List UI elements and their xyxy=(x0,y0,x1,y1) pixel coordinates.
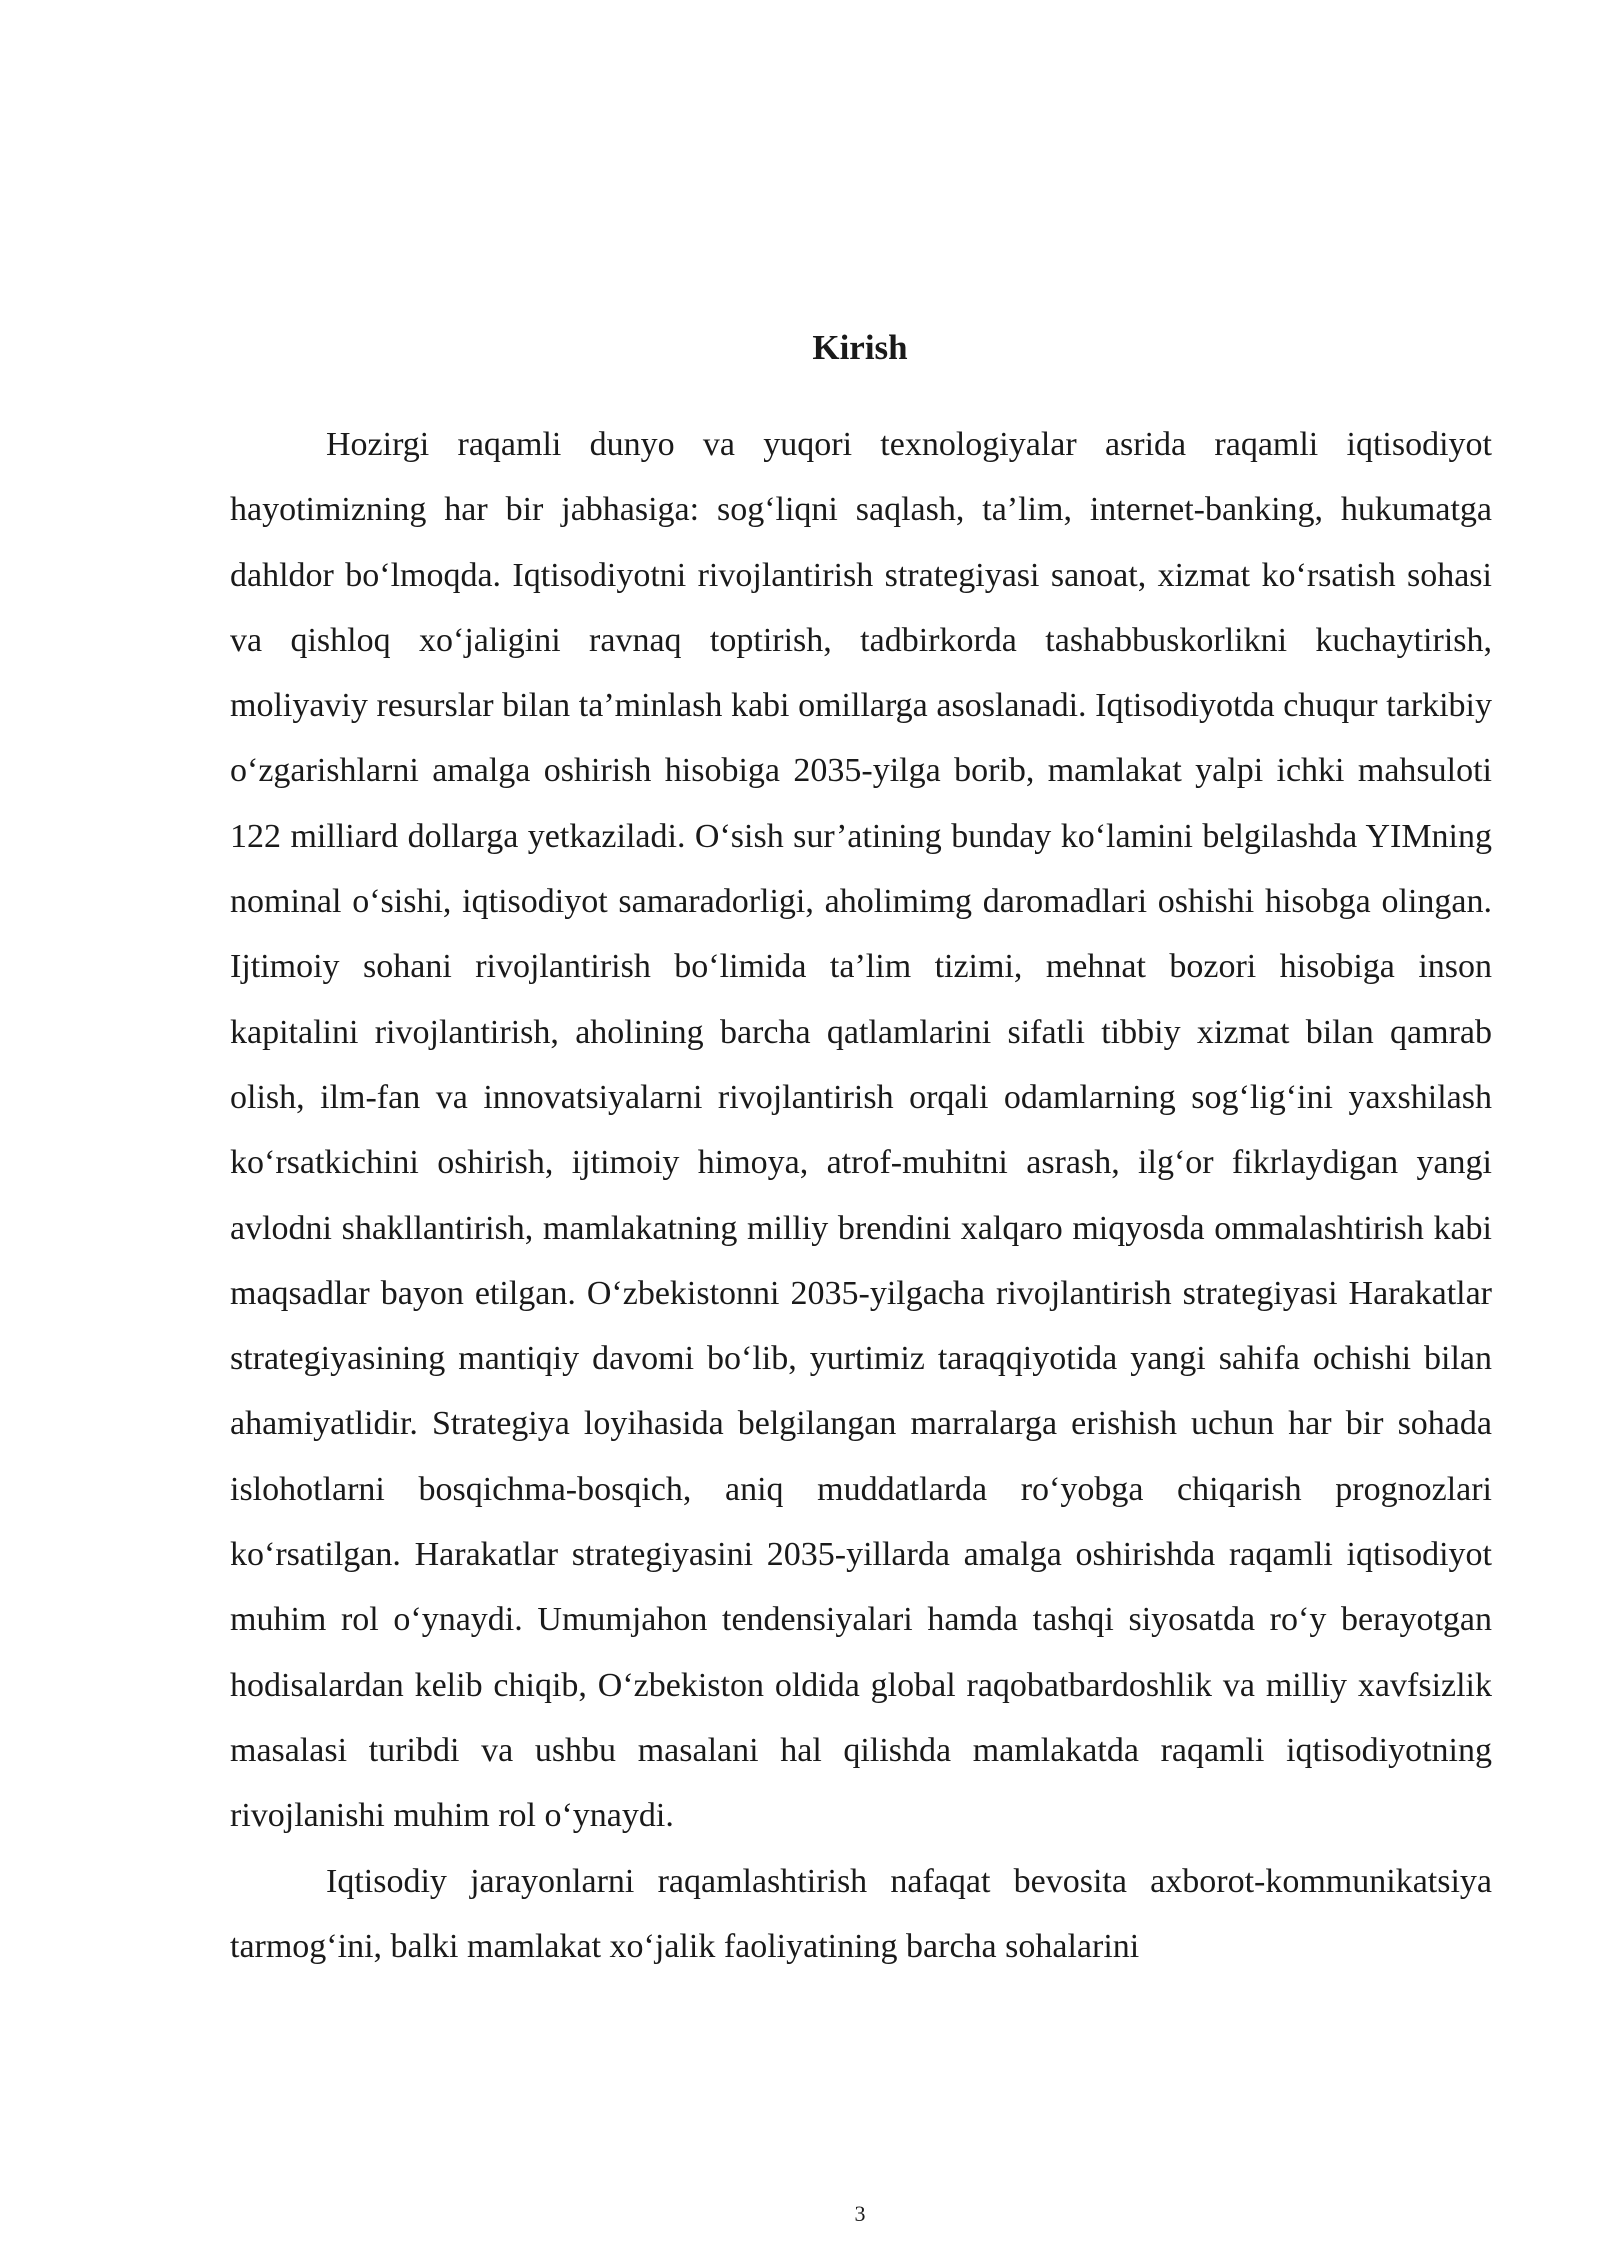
page-title: Kirish xyxy=(812,328,908,367)
paragraph-2: Iqtisodiy jarayonlarni raqamlashtirish nafaqat bevosita axborot-kommunikatsiya tarmog‘ini, balki mamlakat xo‘jalik faoliyatining barcha sohalarini xyxy=(230,1862,1492,1965)
body-text xyxy=(230,412,1492,1979)
page-number: 3 xyxy=(854,2201,866,2226)
paragraph-1: Hozirgi raqamli dunyo va yuqori texnologiyalar asrida raqamli iqtisodiyot hayotimizning har bir jabhasiga: sog‘liqni saqlash, ta’lim, internet-banking, hukumatga dahldor bo‘lmoqda. Iqtisodiyotni rivojlantirish strategiyasi sanoat, xizmat ko‘rsatish sohasi va qishloq xo‘jaligini ravnaq toptirish, tadbirkorda tashabbuskorlikni kuchaytirish, moliyaviy resurslar bilan ta’minlash kabi omillarga asoslanadi. Iqtisodiyotda chuqur tarkibiy o‘zgarishlarni amalga oshirish hisobiga 2035-yilga borib, mamlakat yalpi ichki mahsuloti 122 milliard dollarga yetkaziladi. O‘sish sur’atining bunday ko‘lamini belgilashda YIMning nominal o‘sishi, iqtisodiyot samaradorligi, aholimimg daromadlari oshishi hisobga olingan. Ijtimoiy sohani rivojlantirish bo‘limida ta’lim tizimi, mehnat bozori hisobiga inson kapitalini rivojlantirish, aholining barcha qatlamlarini sifatli tibbiy xizmat bilan qamrab olish, ilm-fan va innovatsiyalarni rivojlantirish orqali odamlarning sog‘lig‘ini yaxshilash ko‘rsatkichini oshirish, ijtimoiy himoya, atrof-muhitni asrash, ilg‘or fikrlaydigan yangi avlodni shakllantirish, mamlakatning milliy brendini xalqaro miqyosda ommalashtirish kabi maqsadlar bayon etilgan. O‘zbekistonni 2035-yilgacha rivojlantirish strategiyasi Harakatlar strategiyasining mantiqiy davomi bo‘lib, yurtimiz taraqqiyotida yangi sahifa ochishi bilan ahamiyatlidir. Strategiya loyihasida belgilangan marralarga erishish uchun har bir sohada islohotlarni bosqichma-bosqich, aniq muddatlarda ro‘yobga chiqarish prognozlari ko‘rsatilgan. Harakatlar strategiyasini 2035-yillarda amalga oshirishda raqamli iqtisodiyot muhim rol o‘ynaydi. Umumjahon tendensiyalari hamda tashqi siyosatda ro‘y berayotgan hodisalardan kelib chiqib, O‘zbekiston oldida global raqobatbardoshlik va milliy xavfsizlik masalasi turibdi va ushbu masalani hal qilishda mamlakatda raqamli iqtisodiyotning rivojlanishi muhim rol o‘ynaydi. xyxy=(230,426,1492,1835)
